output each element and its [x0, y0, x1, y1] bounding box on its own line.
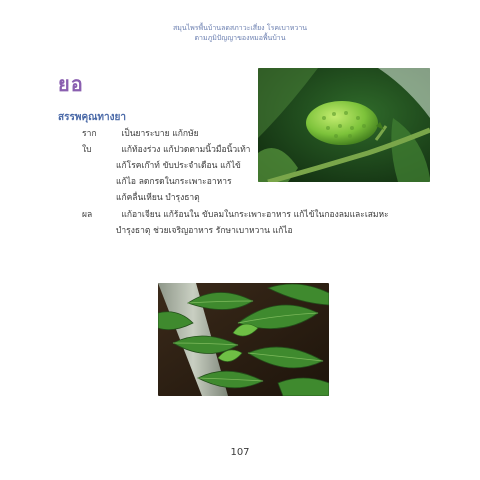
- medicinal-properties-heading: สรรพคุณทางยา: [58, 112, 126, 123]
- noni-fruit-photo: [258, 68, 430, 182]
- property-fruit: [82, 207, 389, 223]
- property-leaf-text-3: แก้ไอ ลดกรดในกระเพาะอาหาร: [116, 177, 232, 187]
- running-header-subtitle: ตามภูมิปัญญาของหมอพื้นบ้าน: [194, 34, 286, 42]
- property-root-text: เป็นยาระบาย แก้กษัย: [121, 129, 199, 139]
- property-leaf-text-2: แก้โรคเก๊าท์ ขับประจำเดือน แก้ไข้: [116, 161, 241, 171]
- property-root: [82, 126, 199, 142]
- property-leaf-label: ใบ: [82, 145, 92, 155]
- noni-fruit-illustration: [258, 68, 430, 182]
- running-header-title: สมุนไพรพื้นบ้านลดสภาวะเสี่ยง โรคเบาหวาน: [172, 24, 308, 32]
- page-number: 107: [230, 447, 250, 458]
- property-leaf-text-1: แก้ท้องร่วง แก้ปวดตามนิ้วมือนิ้วเท้า: [121, 145, 251, 155]
- property-fruit-text-1: แก้อาเจียน แก้ร้อนใน ขับลมในกระเพาะอาหาร แก้ไข้ในกองลมและเสมหะ: [121, 210, 389, 220]
- noni-leaves-illustration: [158, 283, 329, 396]
- plant-name-heading: ยอ: [58, 72, 84, 96]
- property-leaf: [82, 142, 250, 158]
- noni-plant-photo: [158, 283, 329, 396]
- property-fruit-text-2: บำรุงธาตุ ช่วยเจริญอาหาร รักษาเบาหวาน แก้ไอ: [116, 226, 293, 236]
- property-root-label: ราก: [82, 129, 97, 139]
- property-leaf-text-4: แก้คลื่นเหียน บำรุงธาตุ: [116, 193, 200, 203]
- property-fruit-label: ผล: [82, 210, 93, 220]
